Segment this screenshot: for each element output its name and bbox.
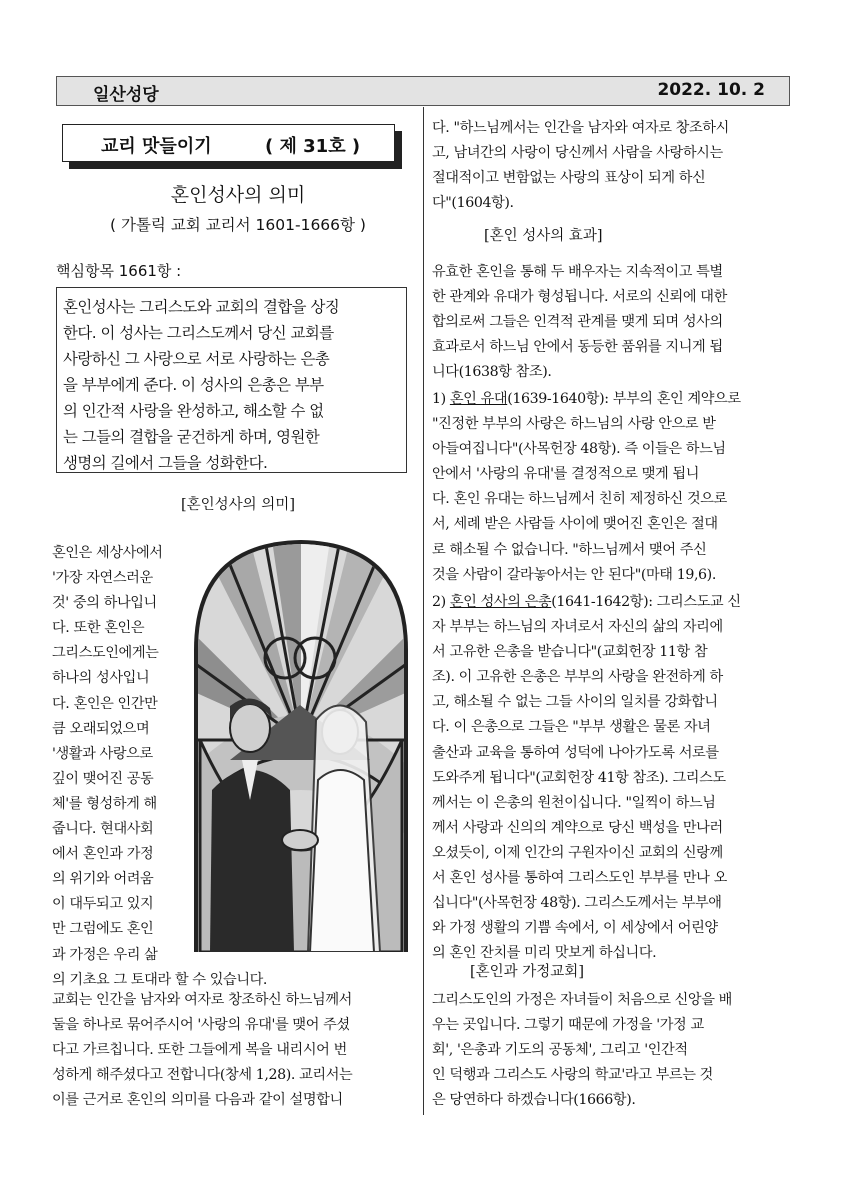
stained-glass-wedding-icon <box>190 540 412 952</box>
meaning-narrow-text: 혼인은 세상사에서 '가장 자연스러운 것' 중의 하나입니 다. 또한 혼인은 그리스도인에게는 하나의 성사입니 다. 혼인은 인간만 큼 오래되었으며 '생활과 사랑으로 깊이 맺어진 공동 체'를 형성하게 해 줍니다. 현대사회 에서 혼인과 가정 의 위기와 어려움 이 대두되고 있지 만 그럼에도 혼인 과 가정은 우리 삶 의 기초요 그 토대라 할 수 있습니다. <box>52 545 268 988</box>
effects-item-grace: 2) 혼인 성사의 은총(1641-1642항): 그리스도교 신 자 부부는 하느님의 자녀로서 자신의 삶의 자리에 서 고유한 은총을 받습니다"(교회헌장 11항 참 조). 이 고유한 은총은 부부의 사랑을 완전하게 하 고, 해소될 수 없는 그들 사이의 일치를 강화합니 다. 이 은총으로 그들은 "부부 생활은 물론 자녀 출산과 교육을 통하여 성덕에 나아가도록 서로를 도와주게 됩니다"(교회헌장 41항 참조). 그리스도 께서는 이 은총의 원천이십니다. "일찍이 하느님 께서 사랑과 신의의 계약으로 당신 백성을 만나러 오셨듯이, 이제 인간의 구원자이신 교회의 신랑께 서 혼인 성사를 통하여 그리스도인 부부를 만나 오 십니다"(사목헌장 48항). 그리스도께서는 부부애 와 가정 생활의 기쁨 속에서, 이 세상에서 어린양 의 혼인 잔치를 미리 맛보게 하십니다. <box>432 594 741 962</box>
core-line: 의 인간적 사랑을 완성하고, 해소할 수 없 <box>63 402 324 420</box>
series-name: 교리 맛들이기 <box>101 136 212 157</box>
meaning-paragraph-2-continued: 다. "하느님께서는 인간을 남자와 여자로 창조하시 고, 남녀간의 사랑이 당신께서 사람을 사랑하시는 절대적이고 변함없는 사랑의 표상이 되게 하신 다"(1604항). <box>432 120 729 212</box>
core-line: 혼인성사는 그리스도와 교회의 결합을 상징 <box>63 298 340 316</box>
core-summary-box <box>56 287 407 473</box>
family-church-text: 그리스도인의 가정은 자녀들이 처음으로 신앙을 배 우는 곳입니다. 그렇기 때문에 가정을 '가정 교 회', '은총과 기도의 공동체', 그리고 '인간적 인 덕행과 그리스도 사랑의 학교'라고 부르는 것 은 당연하다 하겠습니다(1666항). <box>432 992 732 1109</box>
section-heading-effects: [혼인 성사의 효과] <box>484 228 603 244</box>
effects-intro: 유효한 혼인을 통해 두 배우자는 지속적이고 특별 한 관계와 유대가 형성됩니다. 서로의 신뢰에 대한 합의로써 그들은 인격적 관계를 맺게 되며 성사의 효과로서 하느님 안에서 동등한 품위를 지니게 됩 니다(1638항 참조). <box>432 264 727 381</box>
core-label: 핵심항목 1661항 : <box>56 262 182 280</box>
page-header <box>56 76 790 106</box>
section-heading-meaning: [혼인성사의 의미] <box>181 497 295 513</box>
core-line: 을 부부에게 준다. 이 성사의 은총은 부부 <box>63 376 324 394</box>
section-heading-family: [혼인과 가정교회] <box>470 964 584 980</box>
term-sacramental-grace: 혼인 성사의 은총 <box>449 594 552 610</box>
parish-name: 일산성당 <box>93 85 159 105</box>
core-line: 한다. 이 성사는 그리스도께서 당신 교회를 <box>63 324 334 342</box>
core-line: 는 그들의 결합을 굳건하게 하며, 영원한 <box>63 428 320 446</box>
meaning-paragraph-2: 교회는 인간을 남자와 여자로 창조하신 하느님께서 둘을 하나로 묶어주시어 '사랑의 유대'를 맺어 주셨 다고 가르칩니다. 또한 그들에게 복을 내리시어 번 성하게 해주셨다고 전합니다(창세 1,28). 교리서는 이를 근거로 혼인의 의미를 다음과 같이 설명합니 <box>52 992 353 1109</box>
issue-date: 2022. 10. 2 <box>657 80 765 100</box>
core-line: 생명의 길에서 그들을 성화한다. <box>63 454 268 472</box>
issue-number: ( 제 31호 ) <box>265 136 361 157</box>
series-title-box <box>62 124 395 162</box>
term-marriage-bond: 혼인 유대 <box>449 391 508 407</box>
effects-item-bond: 1) 혼인 유대(1639-1640항): 부부의 혼인 계약으로 "진정한 부부의 사랑은 하느님의 사랑 안으로 받 아들여집니다"(사목헌장 48항). 즉 이들은 하느님 안에서 '사랑의 유대'를 결정적으로 맺게 됩니 다. 혼인 유대는 하느님께서 친히 제정하신 것으로 서, 세례 받은 사람들 사이에 맺어진 혼인은 절대 로 해소될 수 없습니다. "하느님께서 맺어 주신 것을 사람이 갈라놓아서는 안 된다"(마태 19,6). <box>432 391 741 583</box>
article-subtitle: ( 가톨릭 교회 교리서 1601-1666항 ) <box>110 216 366 234</box>
core-line: 사랑하신 그 사랑으로 서로 사랑하는 은총 <box>63 350 330 368</box>
article-title: 혼인성사의 의미 <box>170 184 306 206</box>
column-divider <box>423 107 424 1115</box>
